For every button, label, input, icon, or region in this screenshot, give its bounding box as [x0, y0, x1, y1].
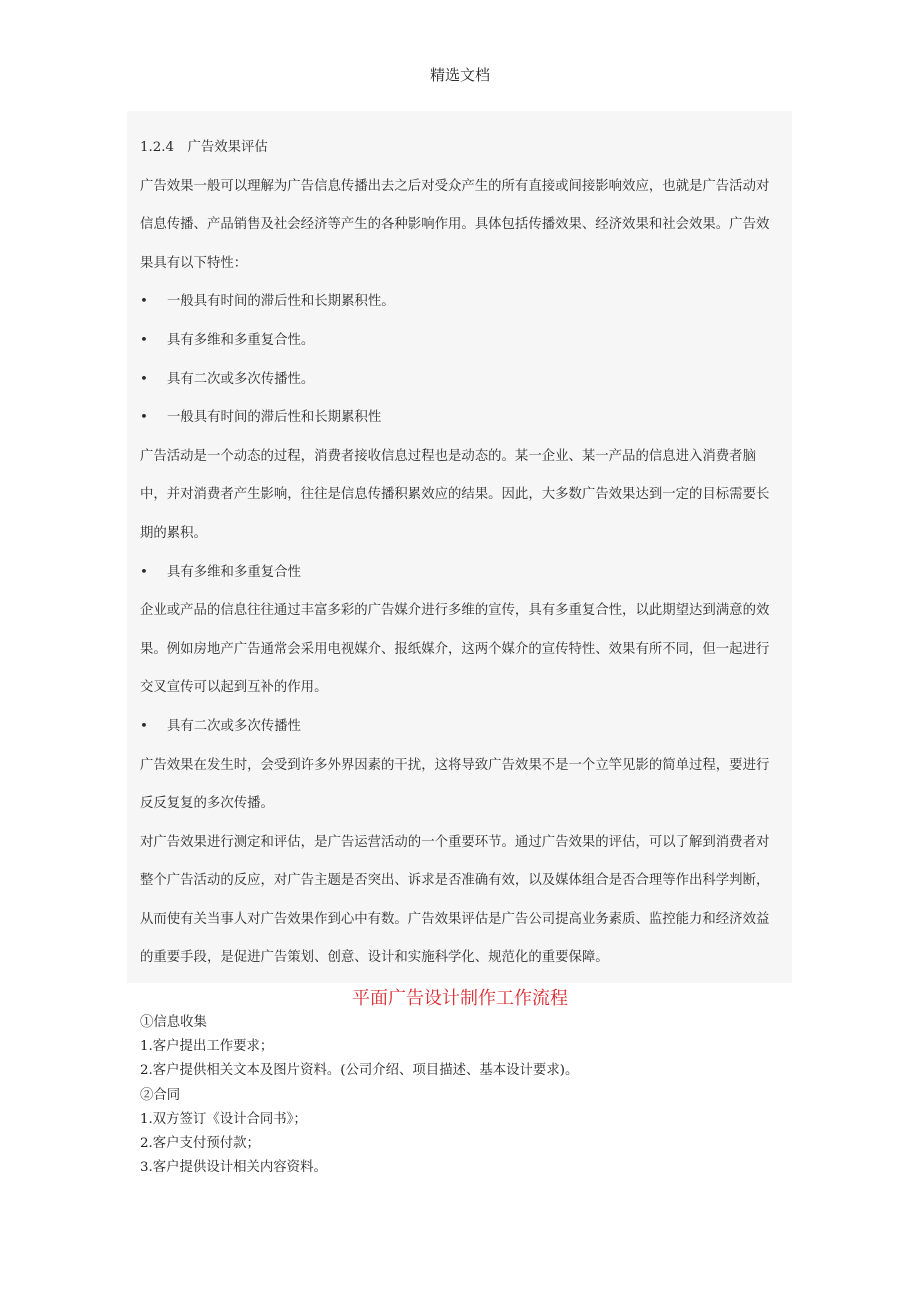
bullet-text: 具有多维和多重复合性。 [167, 332, 315, 348]
workflow-steps [140, 1011, 800, 1180]
bullet-dot: • [140, 410, 148, 426]
bullet-item [140, 322, 781, 361]
bullet-dot: • [140, 718, 148, 734]
page-header-title: 精选文档 [429, 66, 490, 84]
workflow-step-heading: ①信息收集 [140, 1015, 207, 1030]
intro-paragraph: 广告效果一般可以理解为广告信息传播出去之后对受众产生的所有直接或间接影响效应，也就是广告活动对信息传播、产品销售及社会经济等产生的各种影响作用。具体包括传播效果、经济效果和社会效果。广告效果具有以下特性： [140, 178, 770, 271]
workflow-step: 2.客户支付预付款； [140, 1136, 260, 1152]
section-bullet-title: 具有多维和多重复合性 [167, 564, 301, 580]
section-bullet [140, 554, 781, 593]
section-heading: 1.2.4 广告效果评估 [140, 140, 268, 155]
bullet-text: 一般具有时间的滞后性和长期累积性。 [167, 294, 395, 310]
section-body-paragraph: 广告活动是一个动态的过程，消费者接收信息过程也是动态的。某一企业、某一产品的信息进入消费者脑中，并对消费者产生影响，往往是信息传播积累效应的结果。因此，大多数广告效果达到一定的目标需要长期的累积。 [140, 448, 770, 541]
conclusion-paragraph: 对广告效果进行测定和评估，是广告运营活动的一个重要环节。通过广告效果的评估，可以了解到消费者对整个广告活动的反应，对广告主题是否突出、诉求是否准确有效，以及媒体组合是否合理等作出科学判断，从而使有关当事人对广告效果作到心中有数。广告效果评估是广告公司提高业务素质、监控能力和经济效益的重要手段，是促进广告策划、创意、设计和实施科学化、规范化的重要保障。 [140, 834, 770, 966]
article-content [140, 129, 781, 978]
section-bullet [140, 708, 781, 747]
bullet-dot: • [140, 332, 148, 348]
bullet-dot: • [140, 371, 148, 387]
workflow-step: 1.客户提出工作要求； [140, 1039, 274, 1055]
section-bullet-title: 具有二次或多次传播性 [167, 718, 301, 734]
section-body-paragraph: 企业或产品的信息往往通过丰富多彩的广告媒介进行多维的宣传，具有多重复合性，以此期望达到满意的效果。例如房地产广告通常会采用电视媒介、报纸媒介，这两个媒介的宣传特性、效果有所不同，但一起进行交叉宣传可以起到互补的作用。 [140, 603, 770, 696]
section-body-paragraph: 广告效果在发生时，会受到许多外界因素的干扰，这将导致广告效果不是一个立竿见影的简单过程，要进行反反复复的多次传播。 [140, 757, 770, 812]
section-bullet [140, 399, 781, 438]
workflow-step: 1.双方签订《设计合同书》； [140, 1111, 307, 1127]
bullet-dot: • [140, 564, 148, 580]
workflow-step: 3.客户提供设计相关内容资料。 [140, 1160, 327, 1176]
bullet-item [140, 283, 781, 322]
workflow-step-heading: ②合同 [140, 1087, 181, 1103]
article-panel [127, 111, 792, 983]
bullet-text: 具有二次或多次传播性。 [167, 371, 315, 387]
workflow-step: 2.客户提供相关文本及图片资料。(公司介绍、项目描述、基本设计要求)。 [140, 1063, 579, 1079]
workflow-title: 平面广告设计制作工作流程 [352, 988, 568, 1009]
bullet-item [140, 361, 781, 400]
section-bullet-title: 一般具有时间的滞后性和长期累积性 [167, 410, 382, 426]
bullet-dot: • [140, 294, 148, 310]
